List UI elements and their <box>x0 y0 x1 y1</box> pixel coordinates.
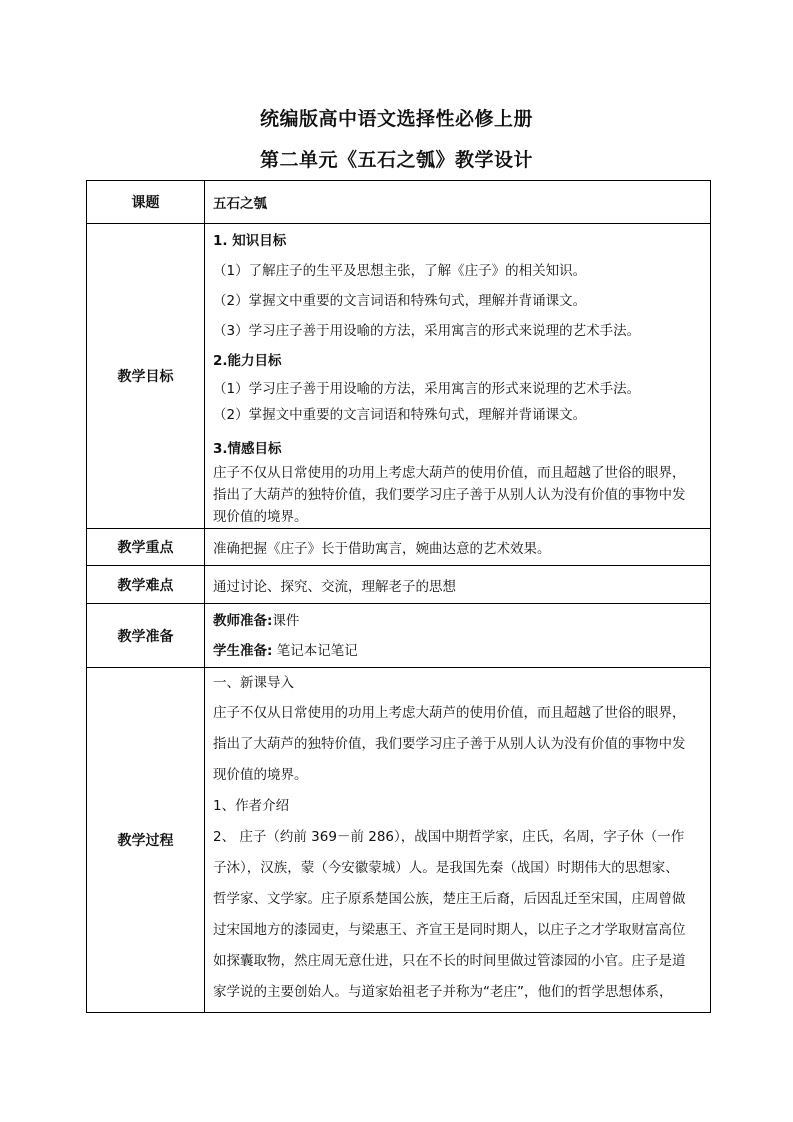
process-section-intro: 一、新课导入 <box>213 675 294 691</box>
focus-value: 准确把握《庄子》长于借助寓言，婉曲达意的艺术效果。 <box>213 541 551 557</box>
process-author-line-2: 子沐），汉族，蒙（今安徽蒙城）人。是我国先秦（战国）时期伟大的思想家、 <box>213 860 679 876</box>
prep-student-value: 笔记本记笔记 <box>272 643 358 659</box>
difficulty-label: 教学难点 <box>87 566 205 604</box>
process-section-author: 1、作者介绍 <box>213 798 290 814</box>
process-intro-line-1: 庄子不仅从日常使用的功用上考虑大葫芦的使用价值，而且超越了世俗的眼界， <box>213 705 686 721</box>
goal-emotion-line-2: 指出了大葫芦的独特价值，我们要学习庄子善于从别人认为没有价值的事物中发 <box>213 487 686 503</box>
table-row-topic <box>87 181 711 224</box>
process-author-line-1: 2、 庄子（约前 369－前 286），战国中期哲学家，庄氏，名周，字子休（一作 <box>213 829 685 845</box>
focus-label: 教学重点 <box>87 529 205 566</box>
goal-heading-emotion: 3.情感目标 <box>213 441 282 457</box>
process-intro-line-2: 指出了大葫芦的独特价值，我们要学习庄子善于从别人认为没有价值的事物中发 <box>213 736 686 752</box>
prep-label: 教学准备 <box>87 604 205 668</box>
process-author-line-3: 哲学家、文学家。庄子原系楚国公族，楚庄王后裔，后因乱迁至宋国，庄周曾做 <box>213 891 686 907</box>
goal-knowledge-3: （3）学习庄子善于用设喻的方法，采用寓言的形式来说理的艺术手法。 <box>213 323 641 339</box>
goal-heading-ability: 2.能力目标 <box>213 353 282 369</box>
goal-knowledge-1: （1）了解庄子的生平及思想主张，了解《庄子》的相关知识。 <box>213 263 587 279</box>
process-author-line-5: 如探囊取物，然庄周无意仕进，只在不长的时间里做过管漆园的小官。庄子是道 <box>213 953 686 969</box>
document-subtitle: 第二单元《五石之瓠》教学设计 <box>259 149 533 171</box>
lesson-plan-table <box>86 180 711 1013</box>
prep-student <box>213 636 704 666</box>
process-author-line-6: 家学说的主要创始人。与道家始祖老子并称为“老庄”，他们的哲学思想体系， <box>213 984 673 1000</box>
prep-teacher <box>213 606 704 636</box>
process-label: 教学过程 <box>87 668 205 1013</box>
table-row-difficulty <box>87 566 711 604</box>
table-row-prep <box>87 604 711 668</box>
table-row-goals <box>87 224 711 529</box>
goal-emotion-line-1: 庄子不仅从日常使用的功用上考虑大葫芦的使用价值，而且超越了世俗的眼界， <box>213 465 686 481</box>
topic-value: 五石之瓠 <box>213 196 267 212</box>
prep-teacher-value: 课件 <box>272 613 300 629</box>
process-author-line-4: 过宋国地方的漆园吏，与梁惠王、齐宣王是同时期人，以庄子之才学取财富高位 <box>213 922 686 938</box>
goal-emotion-line-3: 现价值的境界。 <box>213 509 308 525</box>
goal-knowledge-2: （2）掌握文中重要的文言词语和特殊句式，理解并背诵课文。 <box>213 293 587 309</box>
process-intro-line-3: 现价值的境界。 <box>213 767 308 783</box>
goal-heading-knowledge: 1. 知识目标 <box>213 233 287 249</box>
goal-ability-2: （2）掌握文中重要的文言词语和特殊句式，理解并背诵课文。 <box>213 407 587 423</box>
document-title: 统编版高中语文选择性必修上册 <box>259 108 533 130</box>
prep-teacher-label: 教师准备: <box>213 613 273 629</box>
goals-label: 教学目标 <box>87 224 205 529</box>
table-row-process <box>87 668 711 1013</box>
table-row-focus <box>87 529 711 566</box>
goal-ability-1: （1）学习庄子善于用设喻的方法，采用寓言的形式来说理的艺术手法。 <box>213 381 641 397</box>
prep-student-label: 学生准备: <box>213 643 273 659</box>
topic-label: 课题 <box>87 181 205 224</box>
difficulty-value: 通过讨论、探究、交流，理解老子的思想 <box>213 578 456 595</box>
